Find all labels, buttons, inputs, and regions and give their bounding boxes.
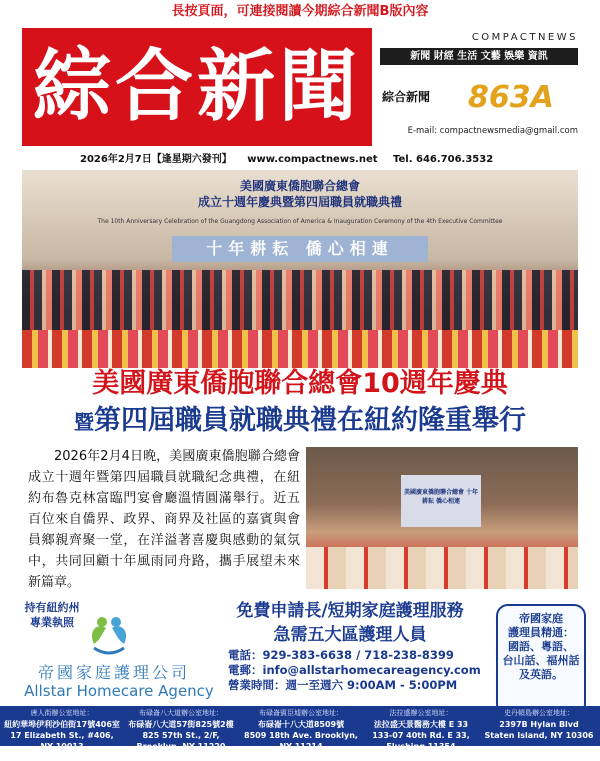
dateline xyxy=(80,150,580,166)
office-address-zh: 布碌崙八大道57街825號2樓 xyxy=(128,720,234,729)
language-bubble xyxy=(496,604,586,716)
office-address-zh: 布碌崙十八大道8509號 xyxy=(257,720,345,729)
hero-photo[interactable] xyxy=(22,170,578,368)
hero-banner xyxy=(142,178,458,220)
banner-english: The 10th Anniversary Celebration of the Guangdong Association of America & Inauguration Ceremony of the 4th Executive Committee xyxy=(97,218,503,225)
office-address-zh: 法拉盛天景醫務大樓 E 33 xyxy=(373,720,469,729)
category-bar: 新聞 財經 生活 文藝 娛樂 資訊 xyxy=(380,48,578,65)
office-address-en: Staten Island, NY 10306 xyxy=(484,731,594,740)
ad-title-hiring: 急需五大區護理人員 xyxy=(273,625,427,645)
banner-line1: 美國廣東僑胞聯合總會 xyxy=(239,179,360,193)
ad-hours: 營業時間：週一至週六 9:00AM - 5:00PM xyxy=(228,678,458,692)
headline-line1[interactable]: 美國廣東僑胞聯合總會10週年慶典 xyxy=(92,368,508,399)
office-8th-ave xyxy=(122,708,240,751)
logo-title: 綜合新聞 xyxy=(32,41,361,132)
office-label: 布碌崙八大道辦公室地址： xyxy=(139,709,223,717)
bubble-line: 台山話、福州話 xyxy=(502,654,580,667)
office-address-zh: 紐約華埠伊利沙伯街17號406室 xyxy=(4,720,120,729)
license-line1: 持有紐約州 xyxy=(24,601,80,614)
license-line2: 專業執照 xyxy=(30,616,74,629)
screen-text: 美國廣東僑胞聯合總會 十年耕耘 僑心相連 xyxy=(403,489,479,505)
office-address-zh: 2397B Hylan Blvd xyxy=(499,720,579,729)
office-address-en: 133-07 40th Rd. E 33, Flushing 11354 xyxy=(372,731,470,751)
top-notice[interactable]: 長按頁面，可連接閱讀今期綜合新聞B版內容 xyxy=(171,4,429,19)
ad-title-service: 免費申請長/短期家庭護理服務 xyxy=(236,601,464,621)
homecare-logo-icon xyxy=(84,614,134,658)
issue-date: 2026年2月7日【逢星期六發刊】 xyxy=(80,154,232,165)
phone-number: Tel. 646.706.3532 xyxy=(393,154,494,165)
masthead xyxy=(22,28,578,146)
ad-phone[interactable]: 電話：929-383-6638 / 718-238-8399 xyxy=(228,648,454,662)
masthead-info xyxy=(380,28,578,146)
tv-channel-row xyxy=(380,78,578,118)
contact-email[interactable]: E-mail: compactnewsmedia@gmail.com xyxy=(407,126,578,136)
stage-motto: 十年耕耘 僑心相連 xyxy=(172,236,428,262)
office-flushing xyxy=(362,708,480,751)
ad-contact-block xyxy=(228,648,508,693)
banner-line2: 成立十週年慶典暨第四屆職員就職典禮 xyxy=(197,195,402,209)
flower-baskets xyxy=(22,330,578,368)
tv-label: 綜合新聞 xyxy=(382,90,431,104)
office-address-en: 8509 18th Ave. Brooklyn, NY 11214 xyxy=(244,731,358,751)
office-address-bar xyxy=(0,706,600,751)
headline-line2[interactable] xyxy=(22,403,578,440)
tv-channel-number: 863A xyxy=(468,80,554,115)
bubble-line: 帝國家庭 xyxy=(519,612,563,625)
office-label: 史丹頓島辦公室地址： xyxy=(504,709,574,717)
bubble-line: 護理員精通： xyxy=(508,626,574,639)
office-address-en: 825 57th St., 2/F, Brooklyn, NY 11220 xyxy=(136,731,226,751)
banquet-tables xyxy=(306,547,578,589)
logo-box xyxy=(22,28,372,146)
company-name-english: Allstar Homecare Agency xyxy=(24,682,214,700)
license-note xyxy=(14,600,90,630)
office-chinatown xyxy=(4,708,120,751)
bubble-line: 國語、粵語、 xyxy=(508,640,574,653)
office-address-en: 17 Elizabeth St., #406, NY 10013 xyxy=(10,731,114,751)
company-name-chinese: 帝國家庭護理公司 xyxy=(37,663,190,682)
bubble-line: 及英語。 xyxy=(519,668,563,681)
office-label: 唐人街辦公室地址： xyxy=(30,709,94,717)
brand-english: COMPACTNEWS xyxy=(471,32,578,43)
website-link[interactable]: www.compactnews.net xyxy=(247,154,378,165)
office-label: 法拉盛辦公室地址： xyxy=(389,709,453,717)
headline-prefix: 暨 xyxy=(74,410,94,434)
headline-main: 第四屆職員就職典禮在紐約隆重舉行 xyxy=(94,405,526,436)
banquet-photo[interactable] xyxy=(306,447,578,589)
office-label: 布碌崙賓臣墟辦公室地址： xyxy=(259,709,343,717)
article-body: 2026年2月4日晚，美國廣東僑胞聯合總會成立十週年暨第四屆職員就職紀念典禮，在紐約布魯克林富臨門宴會廳溫情圓滿舉行。近五百位來自僑界、政界、商界及社區的嘉賓與會員鄉親齊聚一堂，在洋溢著喜慶與感動的氣氛中，共同回顧十年風雨同舟路，攜手展望未來新篇章。 xyxy=(28,449,300,590)
office-bensonhurst xyxy=(242,708,360,751)
homecare-advertisement[interactable] xyxy=(0,598,600,761)
office-staten-island xyxy=(482,708,596,744)
ad-email[interactable]: 電郵：info@allstarhomecareagency.com xyxy=(228,663,481,677)
